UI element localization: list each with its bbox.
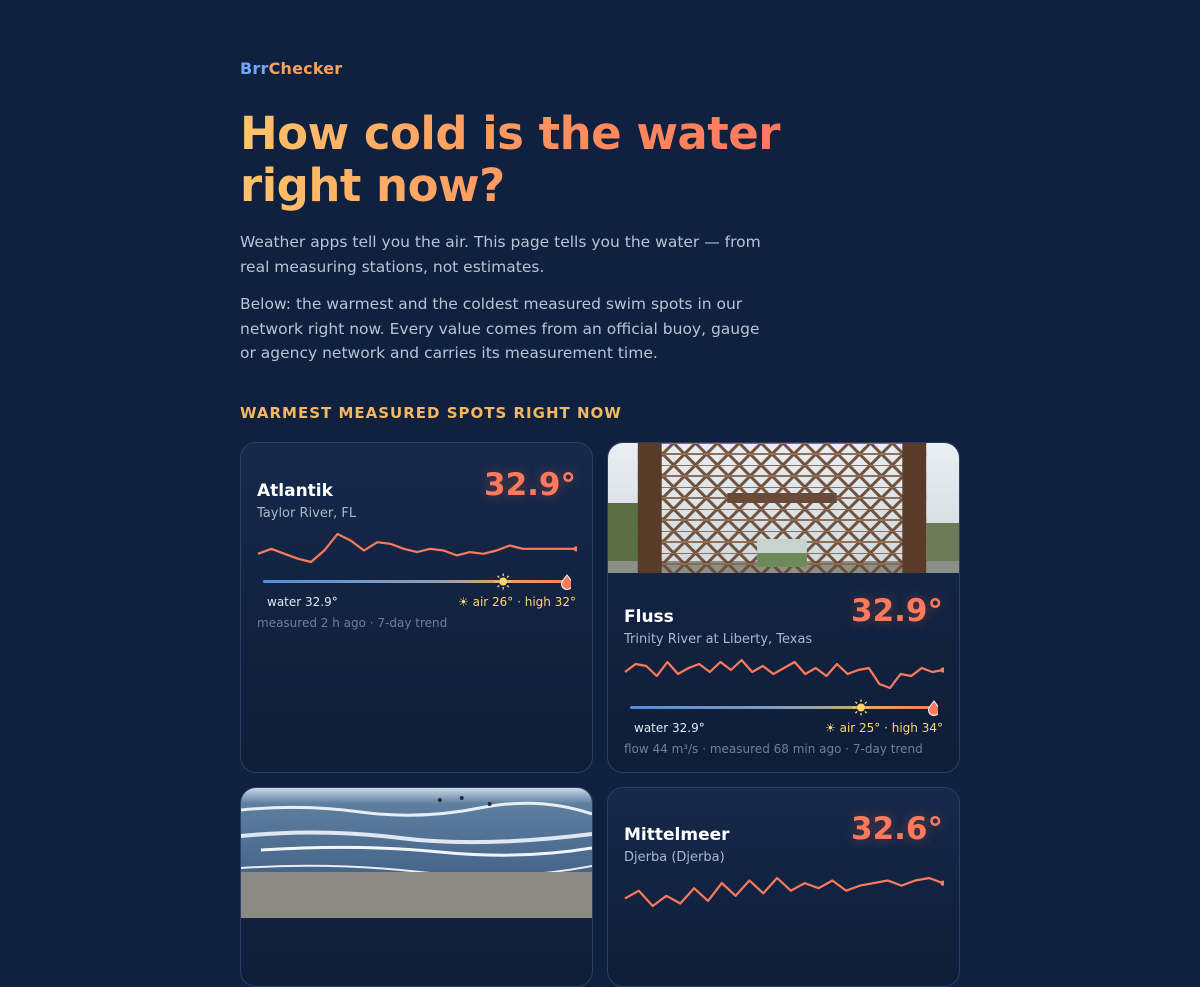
spot-temperature: 32.9° (851, 593, 943, 629)
drop-icon (929, 701, 939, 716)
trend-end-point (573, 546, 577, 551)
air-reading (458, 595, 576, 609)
spot-name: Mittelmeer (624, 825, 730, 845)
scale-track (263, 580, 567, 583)
measurement-meta: flow 44 m³/s · measured 68 min ago · 7-day trend (624, 742, 923, 756)
intro-paragraph-1: Weather apps tell you the air. This page tells you the water — from real measuring stations, not estimates. (240, 233, 761, 276)
sun-icon (495, 574, 511, 590)
spot-card[interactable] (240, 442, 593, 773)
water-reading: water 32.9° (634, 721, 705, 735)
air-reading-text: air 25° · high 34° (839, 721, 943, 735)
sun-icon (853, 700, 869, 716)
spot-card[interactable] (607, 787, 960, 987)
spot-location: Trinity River at Liberty, Texas (624, 632, 813, 647)
trend-line (625, 878, 943, 906)
spot-name: Fluss (624, 607, 674, 627)
section-title-warmest: WARMEST MEASURED SPOTS RIGHT NOW (240, 404, 622, 422)
spot-location: Taylor River, FL (257, 506, 357, 521)
sun-icon: ☀ (825, 721, 836, 735)
trend-sparkline (624, 654, 944, 694)
sun-icon: ☀ (458, 595, 469, 609)
page-title: How cold is the water right now? (240, 108, 880, 212)
drop-icon (562, 575, 572, 590)
temperature-scale-bar (630, 697, 938, 717)
brand-logo[interactable] (240, 59, 342, 78)
spot-temperature: 32.6° (851, 811, 943, 847)
trend-line (258, 534, 576, 562)
trend-line (625, 660, 943, 688)
beach-with-waves-photo (241, 788, 592, 918)
intro-paragraph-2: Below: the warmest and the coldest measured swim spots in our network right now. Every value comes from an official buoy, gauge or agency network and carries its measurement time. (240, 295, 760, 362)
spot-card[interactable] (240, 787, 593, 987)
brand-part-2: Checker (268, 59, 343, 78)
brand-part-1: Brr (240, 59, 269, 78)
spot-location: Djerba (Djerba) (624, 850, 725, 865)
trend-end-point (940, 667, 944, 672)
spot-card[interactable] (607, 442, 960, 773)
trend-sparkline (257, 528, 577, 568)
water-reading: water 32.9° (267, 595, 338, 609)
air-reading-text: air 26° · high 32° (472, 595, 576, 609)
measurement-meta: measured 2 h ago · 7-day trend (257, 616, 448, 630)
spot-temperature: 32.9° (484, 467, 576, 503)
spot-name: Atlantik (257, 481, 333, 501)
air-reading (825, 721, 943, 735)
scale-track (630, 706, 934, 709)
trend-sparkline (624, 872, 944, 912)
temperature-scale-bar (263, 571, 571, 591)
